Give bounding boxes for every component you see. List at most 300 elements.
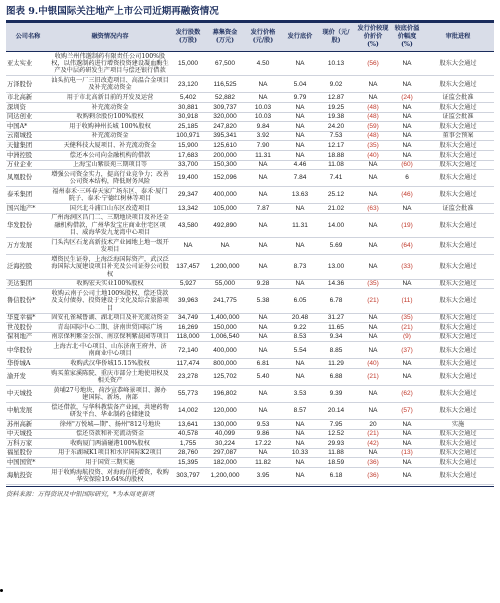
cell-premium: (13) [392, 448, 422, 458]
cell-floor: NA [282, 103, 318, 113]
cell-current: 29.93 [318, 439, 354, 449]
cell-shares: 100,971 [170, 131, 206, 141]
cell-status: 股东大会通过 [422, 448, 494, 458]
cell-premium: (57) [392, 402, 422, 419]
cell-content: 收购云南子公司土地100%股权、偿还贷款及支付债券、投资建设于文化及综合旅游项目 [51, 289, 169, 312]
table-row [6, 112, 494, 122]
cell-company: 亚太实业 [6, 52, 50, 76]
cell-funds: 309,737 [206, 103, 244, 113]
cell-premium: NA [392, 279, 422, 289]
cell-premium: NA [392, 76, 422, 93]
cell-content: 收购宏天实业100%股权 [50, 279, 170, 289]
cell-content: 收购兰州伟邈制药有限责任公司100%股权，以伟邈制药进行增资投资建设凝血酶生产及中层药研发生产项目与偿还银行借款 [51, 52, 169, 75]
cell-floor: NA [282, 141, 318, 151]
cell-price: NA [244, 160, 282, 170]
cell-status: 股东大会通过 [422, 279, 494, 289]
cell-company: 美达集团 [6, 279, 50, 289]
cell-floor: 11.31 [282, 213, 318, 237]
cell-shares: 13,342 [170, 204, 206, 214]
cell-content: 补充流动资金 [50, 131, 170, 141]
cell-funds: 40,099 [206, 429, 244, 439]
cell-price: NA [244, 238, 282, 255]
table-row [6, 332, 494, 342]
document-page [6, 4, 494, 498]
cell-funds: 1,200,000 [206, 255, 244, 279]
cell-discount: NA [354, 385, 392, 402]
cell-content: 门头沟区石龙高新技术产业园地上地一级开发项目 [51, 238, 169, 254]
cell-shares: 40,578 [170, 429, 206, 439]
cell-discount: (48) [354, 103, 392, 113]
financing-table [6, 23, 494, 485]
cell-shares: 1,755 [170, 439, 206, 449]
cell-floor: 9.22 [282, 323, 318, 333]
cell-shares: 5,402 [170, 93, 206, 103]
cell-floor: 8.73 [282, 255, 318, 279]
cell-price: 9.53 [244, 419, 282, 429]
cell-current: 11.88 [318, 448, 354, 458]
cell-company: 深圳资 [6, 103, 50, 113]
table-row [6, 448, 494, 458]
cell-price: 3.92 [244, 131, 282, 141]
cell-status: 股东大会通过 [422, 52, 494, 76]
cell-company: 华发股份 [6, 213, 50, 237]
table-row [6, 213, 494, 237]
cell-discount: (35) [354, 279, 392, 289]
cell-funds: 492,890 [206, 213, 244, 237]
cell-discount: (40) [354, 150, 392, 160]
cell-price: 7.87 [244, 204, 282, 214]
cell-price: 5.40 [244, 368, 282, 385]
cell-current: 14.00 [318, 213, 354, 237]
cell-discount: (48) [354, 112, 392, 122]
cell-current: 12.52 [318, 429, 354, 439]
cell-floor: NA [282, 467, 318, 484]
cell-floor: NA [282, 238, 318, 255]
cell-premium: NA [392, 122, 422, 132]
table-row [6, 76, 494, 93]
cell-floor: NA [282, 52, 318, 76]
cell-funds: 247,820 [206, 122, 244, 132]
cell-price: 9.86 [244, 429, 282, 439]
cell-funds: 125,610 [206, 141, 244, 151]
cell-content: 收购剩余股份100%股权 [50, 112, 170, 122]
cell-shares: NA [170, 238, 206, 255]
cell-discount: NA [354, 213, 392, 237]
column-header-floor: 发行底价 [282, 23, 318, 52]
cell-price: NA [244, 255, 282, 279]
cell-premium: NA [392, 439, 422, 449]
cell-premium: NA [392, 359, 422, 369]
table-row [6, 103, 494, 113]
cell-status: 证监会批准 [422, 112, 494, 122]
cell-floor: 13.63 [282, 187, 318, 204]
cell-floor: 4.46 [282, 160, 318, 170]
cell-premium: (21) [392, 323, 422, 333]
cell-price: 10.03 [244, 103, 282, 113]
cell-price: NA [244, 76, 282, 93]
cell-content: 用于市北高新目前的开发及运营 [50, 93, 170, 103]
cell-current: 9.34 [318, 332, 354, 342]
cell-status: 股东大会通过 [422, 467, 494, 484]
table-row [6, 342, 494, 359]
cell-company: 凤凰股份 [6, 170, 50, 187]
cell-content: 偿还借款，与华科教装备产业园，共建药物研发平台、华业制药仓储建设 [51, 403, 169, 418]
cell-funds: 241,775 [206, 289, 244, 313]
table-row [6, 313, 494, 323]
cell-status: 股东大会通过 [422, 160, 494, 170]
cell-premium: NA [392, 141, 422, 151]
cell-discount: NA [354, 255, 392, 279]
cell-funds: 55,000 [206, 279, 244, 289]
cell-company: 万科万家 [6, 439, 50, 449]
cell-premium: NA [392, 429, 422, 439]
cell-shares: 303,797 [170, 467, 206, 484]
cell-current: 5.69 [318, 238, 354, 255]
cell-funds: 800,000 [206, 359, 244, 369]
cell-funds: 150,300 [206, 160, 244, 170]
cell-status: 股东大会通过 [422, 429, 494, 439]
cell-discount: (35) [354, 141, 392, 151]
source-note: 资料来源：万得资讯及中银国际研究，*为本周更新项 [6, 486, 494, 498]
cell-shares: 30,918 [170, 112, 206, 122]
cell-status: 股东大会通过 [422, 289, 494, 313]
cell-company: 华夏幸福* [6, 313, 50, 323]
cell-status: 实施 [422, 419, 494, 429]
cell-premium: (62) [392, 385, 422, 402]
cell-status: 股东大会通过 [422, 368, 494, 385]
table-row [6, 289, 494, 313]
cell-shares: 118,000 [170, 332, 206, 342]
cell-discount: NA [354, 342, 392, 359]
cell-content: 上海宝山紫辰苑三期项目等 [50, 160, 170, 170]
table-row [6, 368, 494, 385]
cell-floor: 7.84 [282, 170, 318, 187]
cell-content: 汕头抗电一厂三旧改造项目、高温合金项目及补充流动资金 [51, 77, 169, 92]
cell-funds: 52,882 [206, 93, 244, 103]
cell-price: 3.95 [244, 467, 282, 484]
cell-shares: 43,580 [170, 213, 206, 237]
cell-status: 股东大会通过 [422, 187, 494, 204]
cell-price: 10.03 [244, 112, 282, 122]
cell-funds: 150,000 [206, 323, 244, 333]
cell-current: 11.08 [318, 160, 354, 170]
column-header-company: 公司名称 [6, 23, 50, 52]
table-body [6, 52, 494, 485]
table-row [6, 122, 494, 132]
cell-price: NA [244, 385, 282, 402]
cell-current: 19.25 [318, 103, 354, 113]
cell-content: 黄埔27号地块、荷沙宣恭峰景项目、源办建国际、新场、南部 [50, 385, 170, 402]
cell-funds: 130,000 [206, 419, 244, 429]
cell-premium: (46) [392, 187, 422, 204]
cell-status: 股东大会通过 [422, 458, 494, 468]
table-row [6, 160, 494, 170]
cell-shares: 17,683 [170, 150, 206, 160]
cell-price: 4.50 [244, 52, 282, 76]
cell-shares: 5,927 [170, 279, 206, 289]
table-row [6, 255, 494, 279]
cell-discount: (59) [354, 122, 392, 132]
cell-discount: (40) [354, 359, 392, 369]
cell-floor: NA [282, 359, 318, 369]
cell-premium: 6 [392, 170, 422, 187]
cell-premium: NA [392, 204, 422, 214]
cell-price: 5.38 [244, 289, 282, 313]
cell-current: 21.02 [318, 204, 354, 214]
table-header-row [6, 23, 494, 52]
cell-content: 青岛国际中心二期、济南世贸国际广场 [50, 323, 170, 333]
cell-funds: 125,702 [206, 368, 244, 385]
cell-current: 24.20 [318, 122, 354, 132]
cell-funds: 30,224 [206, 439, 244, 449]
cell-shares: 39,963 [170, 289, 206, 313]
cell-funds: 320,000 [206, 112, 244, 122]
cell-funds: 105,000 [206, 204, 244, 214]
cell-floor: NA [282, 458, 318, 468]
cell-content: 固安孔雀城鲁湖、湖北项目及补充流动资金 [51, 314, 169, 322]
cell-shares: 33,700 [170, 160, 206, 170]
cell-status: 股东大会通过 [422, 332, 494, 342]
cell-company: 中华股份 [6, 342, 50, 359]
cell-content: 增资民生证券，上海泛海国际资产，武汉泛海国际大厦建设项目补充及公司证券公司股权 [51, 255, 169, 278]
cell-shares: 72,140 [170, 342, 206, 359]
cell-content: 广州海润区昌门二、三期地块项目及补还金融机构借款，广州华发宝庄商业住宅区项目、威海华发九龙湾中心项目 [51, 214, 169, 237]
cell-current: 13.00 [318, 255, 354, 279]
cell-shares: 55,773 [170, 385, 206, 402]
cell-current: 25.12 [318, 187, 354, 204]
table-row [6, 204, 494, 214]
cell-company: 中洲控股 [6, 150, 50, 160]
cell-price: NA [244, 170, 282, 187]
column-header-discount: 发行价较现价折价 (%) [354, 23, 392, 52]
cell-content: 补充流动资金 [50, 103, 170, 113]
cell-discount: (63) [354, 204, 392, 214]
cell-premium: NA [392, 368, 422, 385]
cell-discount: NA [354, 323, 392, 333]
cell-discount: (42) [354, 439, 392, 449]
cell-funds: 1,006,540 [206, 332, 244, 342]
cell-current: 12.17 [318, 141, 354, 151]
table-row [6, 131, 494, 141]
cell-premium: (64) [392, 238, 422, 255]
cell-status: 股东大会通过 [422, 323, 494, 333]
cell-status: 股东大会通过 [422, 342, 494, 359]
cell-funds: 182,000 [206, 458, 244, 468]
figure-title: 图表 9.中银国际关注地产上市公司近期再融资情况 [6, 6, 219, 17]
cell-shares: 23,120 [170, 76, 206, 93]
cell-company: 渝开发 [6, 368, 50, 385]
cell-price: 9.84 [244, 122, 282, 132]
cell-shares: 30,881 [170, 103, 206, 113]
cell-discount: NA [354, 238, 392, 255]
cell-current: 7.53 [318, 131, 354, 141]
cell-shares: 117,474 [170, 359, 206, 369]
cell-premium: NA [392, 103, 422, 113]
cell-floor: 9.79 [282, 93, 318, 103]
cell-status: 股东大会通过 [422, 255, 494, 279]
cell-status: 股东大会通过 [422, 76, 494, 93]
cell-current: 19.38 [318, 112, 354, 122]
cell-current: 6.78 [318, 289, 354, 313]
cell-discount: (21) [354, 429, 392, 439]
cell-current: 6.88 [318, 368, 354, 385]
cell-current: 6.18 [318, 467, 354, 484]
cell-content: 用于东湖城K1项目和水岸国际K2项目 [50, 448, 170, 458]
cell-content: 偿还贷款和补充流动资金 [50, 429, 170, 439]
cell-funds: 400,000 [206, 342, 244, 359]
cell-price: 6.81 [244, 359, 282, 369]
cell-company: 同达创业 [6, 112, 50, 122]
cell-content: 福州泰禾·三环春天家广场东区、泰禾·厦门院子、泰禾·宁德红树林等项目 [50, 187, 170, 204]
cell-discount: NA [354, 187, 392, 204]
cell-floor: NA [282, 279, 318, 289]
cell-company: 海航投资 [6, 467, 50, 484]
cell-premium: (24) [392, 93, 422, 103]
cell-discount: (21) [354, 289, 392, 313]
cell-price: 11.82 [244, 458, 282, 468]
cell-funds: 152,096 [206, 170, 244, 187]
table-row [6, 93, 494, 103]
cell-shares: 29,347 [170, 187, 206, 204]
cell-premium: NA [392, 458, 422, 468]
cell-current: 18.59 [318, 458, 354, 468]
cell-shares: 15,900 [170, 141, 206, 151]
cell-company: 中国国贸* [6, 458, 50, 468]
cell-premium: NA [392, 112, 422, 122]
cell-company: 万泽股份 [6, 76, 50, 93]
cell-company: 中天城投 [6, 429, 50, 439]
cell-funds: 1,400,000 [206, 313, 244, 323]
cell-price: NA [244, 187, 282, 204]
cell-discount: (56) [354, 52, 392, 76]
table-row [6, 170, 494, 187]
cell-discount: (36) [354, 458, 392, 468]
cell-premium: (37) [392, 342, 422, 359]
cell-company: 中航发展 [6, 402, 50, 419]
cell-price: NA [244, 323, 282, 333]
cell-price: NA [244, 93, 282, 103]
cell-funds: 120,000 [206, 402, 244, 419]
cell-company: 世茂股份 [6, 323, 50, 333]
cell-current: 7.95 [318, 419, 354, 429]
cell-floor: NA [282, 131, 318, 141]
cell-company: 华侨城A [6, 359, 50, 369]
cell-status: 股东大会通过 [422, 103, 494, 113]
cell-discount: (36) [354, 467, 392, 484]
cell-premium: NA [392, 52, 422, 76]
cell-status: 股东大会通过 [422, 439, 494, 449]
cell-price: NA [244, 313, 282, 323]
cell-floor: NA [282, 419, 318, 429]
cell-premium: (9) [392, 332, 422, 342]
cell-floor: NA [282, 439, 318, 449]
cell-current: 9.39 [318, 385, 354, 402]
cell-funds: 297,087 [206, 448, 244, 458]
cell-floor: NA [282, 122, 318, 132]
cell-company: 天健集团 [6, 141, 50, 151]
cell-premium: NA [392, 150, 422, 160]
cell-content: 用于收购神州长城 100%股权 [50, 122, 170, 132]
cell-current: 11.65 [318, 323, 354, 333]
table-row [6, 439, 494, 449]
cell-status: 股东大会通过 [422, 122, 494, 132]
cell-content: 用于国贸三期实施 [50, 458, 170, 468]
column-header-funds: 募集资金 (万元) [206, 23, 244, 52]
cell-shares: 137,457 [170, 255, 206, 279]
cell-shares: 19,400 [170, 170, 206, 187]
cell-status: 股东大会通过 [422, 359, 494, 369]
cell-current: 20.14 [318, 402, 354, 419]
cell-content: 上海古北·中心项目、山东济南王府井、济南商业中心项目 [50, 342, 170, 359]
cell-shares: 15,395 [170, 458, 206, 468]
cell-current: 8.85 [318, 342, 354, 359]
cell-company: 中国A* [6, 122, 50, 132]
table-row [6, 402, 494, 419]
table-row [6, 385, 494, 402]
cell-floor: 3.53 [282, 385, 318, 402]
cell-company: 国兴地产* [6, 204, 50, 214]
cell-content: 国兴北斗浦口山东区改造项目 [50, 204, 170, 214]
cell-current: 10.13 [318, 52, 354, 76]
cell-content: 购买董家溪陈院、重庆市部分土地使用权及相关资产 [51, 369, 169, 384]
cell-status: 股东大会通过 [422, 313, 494, 323]
cell-price: NA [244, 402, 282, 419]
cell-company: 泛海控股 [6, 255, 50, 279]
cell-company: 市北高新 [6, 93, 50, 103]
cell-floor: 20.48 [282, 313, 318, 323]
cell-company: 福星股份 [6, 448, 50, 458]
cell-premium: (60) [392, 160, 422, 170]
cell-discount: (21) [354, 368, 392, 385]
cell-content: 收购厦门两涌碰港100%股权 [50, 439, 170, 449]
cell-premium: (19) [392, 213, 422, 237]
bullet-dot [0, 589, 3, 592]
cell-premium: NA [392, 467, 422, 484]
cell-current: 18.88 [318, 150, 354, 160]
cell-status: 董事会预案 [422, 131, 494, 141]
cell-content: 天健科技大厦项目、补充流动资金 [50, 141, 170, 151]
cell-status: 股东大会通过 [422, 213, 494, 237]
cell-company: 鲁信股份* [6, 289, 50, 313]
cell-status: 证监会批准 [422, 93, 494, 103]
cell-status: 股东大会通过 [422, 150, 494, 160]
table-row [6, 419, 494, 429]
cell-floor: 6.05 [282, 289, 318, 313]
cell-discount: NA [354, 170, 392, 187]
cell-floor: NA [282, 429, 318, 439]
table-row [6, 323, 494, 333]
cell-funds: 395,341 [206, 131, 244, 141]
cell-company: 万业企业 [6, 160, 50, 170]
cell-company: 苏州高新 [6, 419, 50, 429]
cell-discount: NA [354, 76, 392, 93]
cell-status: 股东大会通过 [422, 141, 494, 151]
cell-funds: 116,525 [206, 76, 244, 93]
cell-price: 11.31 [244, 150, 282, 160]
column-header-content: 融资情况内容 [50, 23, 170, 52]
cell-funds: 200,000 [206, 150, 244, 160]
table-row [6, 187, 494, 204]
cell-status: 股东大会通过 [422, 402, 494, 419]
cell-shares: 25,185 [170, 122, 206, 132]
cell-content: 用于收购海航投资、对海海信托增资，收购华安保险19.64%的股权 [51, 468, 169, 483]
cell-shares: 28,760 [170, 448, 206, 458]
cell-floor: 5.04 [282, 76, 318, 93]
cell-shares: 13,641 [170, 419, 206, 429]
table-row [6, 359, 494, 369]
table-row [6, 429, 494, 439]
cell-floor: NA [282, 204, 318, 214]
